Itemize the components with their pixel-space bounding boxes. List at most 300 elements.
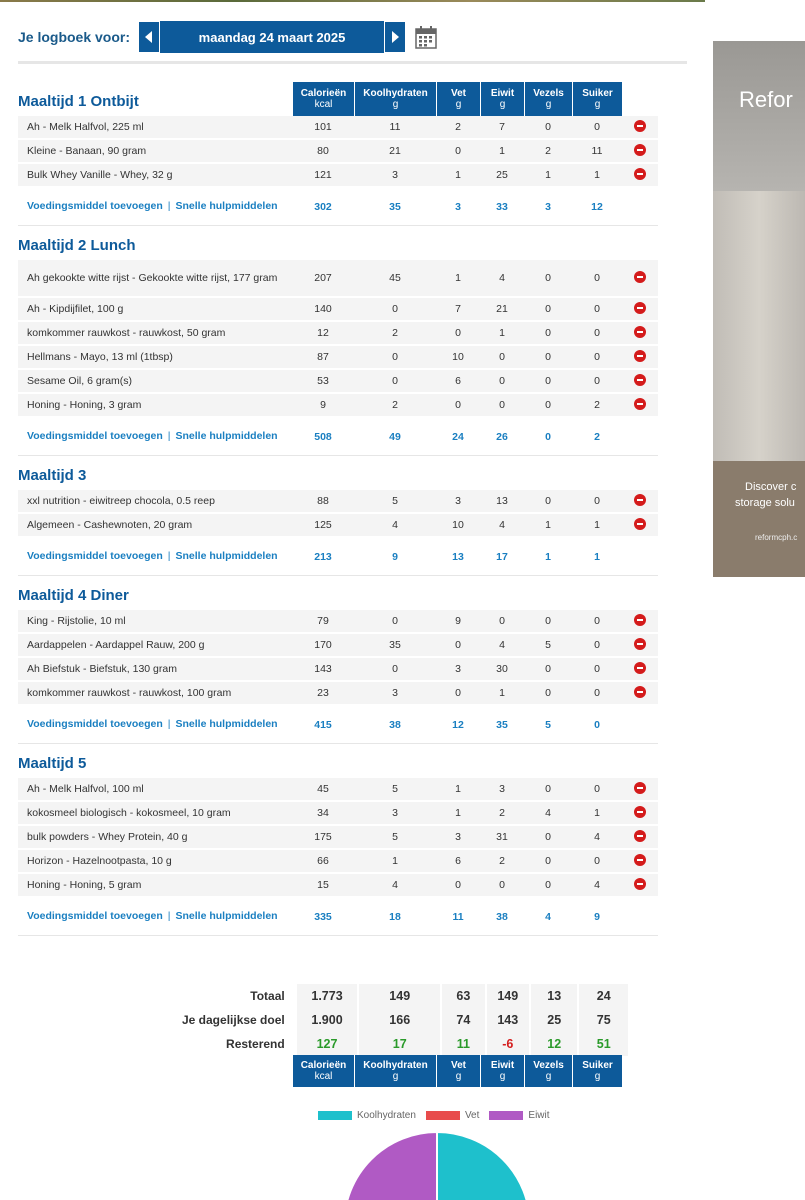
food-row[interactable] xyxy=(18,874,658,898)
food-name[interactable]: Honing - Honing, 5 gram xyxy=(18,874,292,898)
delete-icon[interactable] xyxy=(634,350,646,362)
meal-header xyxy=(18,82,658,116)
delete-icon[interactable] xyxy=(634,686,646,698)
quick-tools-link[interactable]: Snelle hulpmiddelen xyxy=(175,550,278,562)
goal-value: 143 xyxy=(485,1008,529,1032)
col-header-unit: g xyxy=(455,99,462,110)
spacer xyxy=(480,226,524,260)
add-food-link[interactable]: Voedingsmiddel toevoegen xyxy=(27,200,163,212)
food-value-fat: 3 xyxy=(436,658,480,682)
remaining-row xyxy=(18,1032,628,1056)
food-value-protein: 21 xyxy=(480,298,524,322)
food-value-fat: 10 xyxy=(436,346,480,370)
food-value-calories: 53 xyxy=(292,370,354,394)
food-value-calories: 121 xyxy=(292,164,354,188)
advertisement[interactable] xyxy=(713,41,805,577)
calendar-icon[interactable] xyxy=(415,25,437,49)
food-name[interactable]: komkommer rauwkost - rauwkost, 50 gram xyxy=(18,322,292,346)
delete-cell xyxy=(622,164,658,188)
delete-cell xyxy=(622,658,658,682)
spacer xyxy=(480,576,524,610)
meal-totals-row xyxy=(18,188,658,226)
spacer xyxy=(436,576,480,610)
meal-totals-row xyxy=(18,706,658,744)
remaining-value: 51 xyxy=(577,1032,628,1056)
food-value-calories: 15 xyxy=(292,874,354,898)
food-value-fat: 1 xyxy=(436,802,480,826)
food-value-fat: 10 xyxy=(436,514,480,538)
meal-actions xyxy=(18,898,292,936)
meal-total-fat: 12 xyxy=(436,706,480,744)
food-value-fat: 1 xyxy=(436,260,480,298)
delete-cell xyxy=(622,802,658,826)
spacer xyxy=(436,744,480,778)
food-value-sugar: 0 xyxy=(572,346,622,370)
food-name[interactable]: kokosmeel biologisch - kokosmeel, 10 gram xyxy=(18,802,292,826)
delete-cell xyxy=(622,260,658,298)
meal-total-fat: 11 xyxy=(436,898,480,936)
spacer xyxy=(292,456,354,490)
prev-day-button[interactable] xyxy=(138,21,160,53)
meal-total-fiber: 5 xyxy=(524,706,572,744)
meal-total-fiber: 1 xyxy=(524,538,572,576)
col-header-protein xyxy=(480,82,524,116)
food-value-carbs: 3 xyxy=(354,682,436,706)
meal-total-carbs: 18 xyxy=(354,898,436,936)
food-name[interactable]: Ah Biefstuk - Biefstuk, 130 gram xyxy=(18,658,292,682)
food-value-sugar: 1 xyxy=(572,802,622,826)
spacer xyxy=(524,456,572,490)
total-value: 149 xyxy=(357,984,440,1008)
food-value-calories: 9 xyxy=(292,394,354,418)
delete-cell xyxy=(622,682,658,706)
col-header-fiber: Vezels g xyxy=(524,1055,572,1087)
food-value-fat: 0 xyxy=(436,682,480,706)
food-value-fat: 6 xyxy=(436,850,480,874)
protein-swatch xyxy=(489,1111,523,1120)
food-name[interactable]: King - Rijstolie, 10 ml xyxy=(18,610,292,634)
food-value-protein: 1 xyxy=(480,140,524,164)
spacer xyxy=(622,576,658,610)
meal-totals-row xyxy=(18,418,658,456)
quick-tools-link[interactable]: Snelle hulpmiddelen xyxy=(175,200,278,212)
food-name[interactable]: Ah - Melk Halfvol, 100 ml xyxy=(18,778,292,802)
meal-total-carbs: 35 xyxy=(354,188,436,226)
food-name[interactable]: Algemeen - Cashewnoten, 20 gram xyxy=(18,514,292,538)
separator: | xyxy=(167,910,171,922)
delete-icon[interactable] xyxy=(634,302,646,314)
food-row[interactable] xyxy=(18,164,658,188)
food-value-sugar: 4 xyxy=(572,826,622,850)
delete-icon[interactable] xyxy=(634,326,646,338)
food-row[interactable] xyxy=(18,826,658,850)
meal-title: Maaltijd 1 Ontbijt xyxy=(18,93,139,110)
food-row[interactable] xyxy=(18,322,658,346)
food-value-sugar: 0 xyxy=(572,658,622,682)
delete-icon[interactable] xyxy=(634,854,646,866)
carbs-swatch xyxy=(318,1111,352,1120)
spacer xyxy=(622,418,658,456)
spacer xyxy=(572,576,622,610)
quick-tools-link[interactable]: Snelle hulpmiddelen xyxy=(175,910,278,922)
food-value-fiber: 0 xyxy=(524,346,572,370)
food-value-fiber: 0 xyxy=(524,116,572,140)
meal-total-sugar: 9 xyxy=(572,898,622,936)
food-value-carbs: 21 xyxy=(354,140,436,164)
col-header-name: Calorieën xyxy=(300,88,347,99)
food-row[interactable] xyxy=(18,490,658,514)
log-label: Je logboek voor: xyxy=(18,29,131,45)
food-log-table xyxy=(18,82,658,936)
meal-header xyxy=(18,226,658,260)
spacer xyxy=(572,456,622,490)
spacer xyxy=(292,576,354,610)
spacer xyxy=(622,188,658,226)
divider xyxy=(18,61,687,64)
meal-total-sugar: 2 xyxy=(572,418,622,456)
food-value-carbs: 35 xyxy=(354,634,436,658)
quick-tools-link[interactable]: Snelle hulpmiddelen xyxy=(175,718,278,730)
food-row[interactable] xyxy=(18,298,658,322)
food-value-sugar: 0 xyxy=(572,490,622,514)
meal-total-fiber: 4 xyxy=(524,898,572,936)
food-value-carbs: 0 xyxy=(354,658,436,682)
spacer xyxy=(622,898,658,936)
meal-total-sugar: 0 xyxy=(572,706,622,744)
ad-image-wall xyxy=(713,191,805,461)
col-header-name: Koolhydraten xyxy=(363,88,428,99)
spacer xyxy=(622,82,658,116)
spacer xyxy=(622,226,658,260)
food-row[interactable] xyxy=(18,140,658,164)
food-value-fiber: 0 xyxy=(524,298,572,322)
food-row[interactable] xyxy=(18,116,658,140)
meal-total-carbs: 49 xyxy=(354,418,436,456)
food-value-fiber: 5 xyxy=(524,634,572,658)
remaining-value: 17 xyxy=(357,1032,440,1056)
food-value-calories: 79 xyxy=(292,610,354,634)
meal-total-calories: 415 xyxy=(292,706,354,744)
spacer xyxy=(524,576,572,610)
food-name[interactable]: Bulk Whey Vanille - Whey, 32 g xyxy=(18,164,292,188)
food-value-fiber: 4 xyxy=(524,802,572,826)
delete-icon[interactable] xyxy=(634,806,646,818)
food-value-protein: 31 xyxy=(480,826,524,850)
date-bar xyxy=(138,21,406,53)
meal-header xyxy=(18,744,658,778)
meal-totals-row xyxy=(18,898,658,936)
delete-icon[interactable] xyxy=(634,271,646,283)
separator: | xyxy=(167,718,171,730)
food-row[interactable] xyxy=(18,346,658,370)
food-value-calories: 143 xyxy=(292,658,354,682)
food-name[interactable]: Sesame Oil, 6 gram(s) xyxy=(18,370,292,394)
food-value-sugar: 0 xyxy=(572,298,622,322)
meal-total-protein: 17 xyxy=(480,538,524,576)
food-value-calories: 140 xyxy=(292,298,354,322)
food-value-protein: 25 xyxy=(480,164,524,188)
food-value-calories: 170 xyxy=(292,634,354,658)
spacer xyxy=(572,744,622,778)
food-value-fat: 1 xyxy=(436,778,480,802)
meal-total-protein: 38 xyxy=(480,898,524,936)
delete-icon[interactable] xyxy=(634,662,646,674)
food-value-protein: 2 xyxy=(480,802,524,826)
food-value-sugar: 0 xyxy=(572,634,622,658)
ad-text: Discover c xyxy=(745,481,797,493)
delete-cell xyxy=(622,394,658,418)
delete-icon[interactable] xyxy=(634,614,646,626)
meal-total-protein: 26 xyxy=(480,418,524,456)
delete-cell xyxy=(622,610,658,634)
spacer xyxy=(572,226,622,260)
col-header-fat: Vet g xyxy=(436,1055,480,1087)
meal-total-fat: 24 xyxy=(436,418,480,456)
total-value: 24 xyxy=(577,984,628,1008)
spacer xyxy=(622,456,658,490)
meal-title: Maaltijd 4 Diner xyxy=(18,587,129,604)
food-value-carbs: 11 xyxy=(354,116,436,140)
col-header-name: Eiwit xyxy=(490,88,515,99)
delete-cell xyxy=(622,634,658,658)
food-value-carbs: 45 xyxy=(354,260,436,298)
delete-icon[interactable] xyxy=(634,374,646,386)
meal-total-carbs: 38 xyxy=(354,706,436,744)
remaining-value: 11 xyxy=(440,1032,484,1056)
goal-value: 1.900 xyxy=(295,1008,358,1032)
food-value-calories: 23 xyxy=(292,682,354,706)
delete-cell xyxy=(622,116,658,140)
food-value-fiber: 0 xyxy=(524,322,572,346)
food-value-carbs: 2 xyxy=(354,322,436,346)
food-value-calories: 125 xyxy=(292,514,354,538)
delete-icon[interactable] xyxy=(634,168,646,180)
meal-total-fiber: 3 xyxy=(524,188,572,226)
food-value-calories: 12 xyxy=(292,322,354,346)
meal-total-fat: 3 xyxy=(436,188,480,226)
food-row[interactable] xyxy=(18,260,658,298)
legend-item[interactable]: Eiwit xyxy=(489,1110,549,1121)
food-value-carbs: 0 xyxy=(354,346,436,370)
col-header-unit: g xyxy=(499,99,506,110)
food-value-fiber: 0 xyxy=(524,826,572,850)
food-value-protein: 2 xyxy=(480,850,524,874)
col-header-unit: g xyxy=(594,99,601,110)
food-value-sugar: 1 xyxy=(572,514,622,538)
food-row[interactable] xyxy=(18,394,658,418)
food-name[interactable]: Kleine - Banaan, 90 gram xyxy=(18,140,292,164)
food-value-carbs: 5 xyxy=(354,490,436,514)
food-value-fiber: 0 xyxy=(524,610,572,634)
food-value-fat: 1 xyxy=(436,164,480,188)
goal-label: Je dagelijkse doel xyxy=(182,1013,285,1027)
food-value-fiber: 0 xyxy=(524,370,572,394)
spacer xyxy=(622,744,658,778)
food-name[interactable]: Hellmans - Mayo, 13 ml (1tbsp) xyxy=(18,346,292,370)
food-value-protein: 13 xyxy=(480,490,524,514)
food-name[interactable]: komkommer rauwkost - rauwkost, 100 gram xyxy=(18,682,292,706)
total-label: Totaal xyxy=(250,989,285,1003)
food-value-sugar: 4 xyxy=(572,874,622,898)
food-value-sugar: 11 xyxy=(572,140,622,164)
food-value-protein: 4 xyxy=(480,634,524,658)
goal-value: 25 xyxy=(529,1008,577,1032)
spacer xyxy=(292,744,354,778)
food-value-sugar: 2 xyxy=(572,394,622,418)
food-value-fat: 2 xyxy=(436,116,480,140)
delete-cell xyxy=(622,514,658,538)
pie-slice-carbs xyxy=(437,1132,530,1200)
food-name[interactable]: Ah - Kipdijfilet, 100 g xyxy=(18,298,292,322)
food-value-protein: 0 xyxy=(480,394,524,418)
food-value-fiber: 0 xyxy=(524,394,572,418)
delete-icon[interactable] xyxy=(634,120,646,132)
chevron-left-icon xyxy=(145,31,153,43)
delete-icon[interactable] xyxy=(634,878,646,890)
spacer xyxy=(524,744,572,778)
food-name[interactable]: Ah - Melk Halfvol, 225 ml xyxy=(18,116,292,140)
spacer xyxy=(292,226,354,260)
fat-swatch xyxy=(426,1111,460,1120)
meal-actions xyxy=(18,538,292,576)
col-header-name: Vezels xyxy=(533,88,564,99)
add-food-link[interactable]: Voedingsmiddel toevoegen xyxy=(27,550,163,562)
food-name[interactable]: xxl nutrition - eiwitreep chocola, 0.5 reep xyxy=(18,490,292,514)
quick-tools-link[interactable]: Snelle hulpmiddelen xyxy=(175,430,278,442)
log-header xyxy=(18,21,437,53)
spacer xyxy=(436,456,480,490)
col-header-calories xyxy=(292,82,354,116)
delete-cell xyxy=(622,140,658,164)
meal-title: Maaltijd 2 Lunch xyxy=(18,237,136,254)
meal-total-calories: 213 xyxy=(292,538,354,576)
spacer xyxy=(354,226,436,260)
add-food-link[interactable]: Voedingsmiddel toevoegen xyxy=(27,718,163,730)
food-value-carbs: 1 xyxy=(354,850,436,874)
food-value-sugar: 0 xyxy=(572,610,622,634)
food-value-fat: 9 xyxy=(436,610,480,634)
food-value-protein: 0 xyxy=(480,370,524,394)
food-name[interactable]: Ah gekookte witte rijst - Gekookte witte rijst, 177 gram xyxy=(18,260,292,298)
total-value: 149 xyxy=(485,984,529,1008)
food-name[interactable]: bulk powders - Whey Protein, 40 g xyxy=(18,826,292,850)
delete-icon[interactable] xyxy=(634,494,646,506)
food-value-sugar: 0 xyxy=(572,682,622,706)
pie-slice-protein xyxy=(344,1132,437,1200)
spacer xyxy=(622,706,658,744)
food-row[interactable] xyxy=(18,682,658,706)
food-value-sugar: 0 xyxy=(572,116,622,140)
chevron-right-icon xyxy=(391,31,399,43)
meal-total-sugar: 1 xyxy=(572,538,622,576)
food-row[interactable] xyxy=(18,514,658,538)
food-name[interactable]: Horizon - Hazelnootpasta, 10 g xyxy=(18,850,292,874)
meal-total-protein: 33 xyxy=(480,188,524,226)
food-value-protein: 4 xyxy=(480,260,524,298)
food-row[interactable] xyxy=(18,634,658,658)
food-value-fat: 0 xyxy=(436,634,480,658)
food-row[interactable] xyxy=(18,370,658,394)
food-value-fiber: 0 xyxy=(524,874,572,898)
food-row[interactable] xyxy=(18,850,658,874)
food-value-protein: 1 xyxy=(480,682,524,706)
col-header-name: Suiker xyxy=(582,88,613,99)
legend-item[interactable]: Vet xyxy=(426,1110,479,1121)
food-value-calories: 80 xyxy=(292,140,354,164)
goal-row xyxy=(18,1008,628,1032)
food-value-fat: 0 xyxy=(436,322,480,346)
food-value-calories: 88 xyxy=(292,490,354,514)
col-header-unit: g xyxy=(392,99,399,110)
food-name[interactable]: Aardappelen - Aardappel Rauw, 200 g xyxy=(18,634,292,658)
food-row[interactable] xyxy=(18,778,658,802)
ad-text: storage solu xyxy=(735,497,795,509)
col-header-protein: Eiwit g xyxy=(480,1055,524,1087)
food-value-fat: 0 xyxy=(436,874,480,898)
meal-total-fat: 13 xyxy=(436,538,480,576)
next-day-button[interactable] xyxy=(384,21,406,53)
remaining-label: Resterend xyxy=(226,1037,285,1051)
spacer xyxy=(622,538,658,576)
delete-cell xyxy=(622,874,658,898)
food-value-carbs: 0 xyxy=(354,298,436,322)
col-header-fat xyxy=(436,82,480,116)
meal-totals-row xyxy=(18,538,658,576)
col-header-carbs xyxy=(354,82,436,116)
food-value-sugar: 0 xyxy=(572,322,622,346)
food-value-sugar: 0 xyxy=(572,260,622,298)
delete-icon[interactable] xyxy=(634,638,646,650)
food-row[interactable] xyxy=(18,802,658,826)
add-food-link[interactable]: Voedingsmiddel toevoegen xyxy=(27,910,163,922)
spacer xyxy=(524,226,572,260)
goal-value: 75 xyxy=(577,1008,628,1032)
food-value-carbs: 3 xyxy=(354,802,436,826)
total-value: 63 xyxy=(440,984,484,1008)
delete-cell xyxy=(622,346,658,370)
separator: | xyxy=(167,430,171,442)
food-name[interactable]: Honing - Honing, 3 gram xyxy=(18,394,292,418)
food-value-sugar: 0 xyxy=(572,370,622,394)
col-header-carbs: Koolhydraten g xyxy=(354,1055,436,1087)
food-row[interactable] xyxy=(18,610,658,634)
ad-image-floor xyxy=(713,461,805,577)
food-row[interactable] xyxy=(18,658,658,682)
delete-icon[interactable] xyxy=(634,518,646,530)
food-value-sugar: 0 xyxy=(572,850,622,874)
spacer xyxy=(354,576,436,610)
meal-total-calories: 508 xyxy=(292,418,354,456)
ad-brand: Refor xyxy=(739,87,793,112)
col-header-unit: g xyxy=(545,99,552,110)
food-value-protein: 0 xyxy=(480,346,524,370)
food-value-fat: 3 xyxy=(436,490,480,514)
delete-icon[interactable] xyxy=(634,398,646,410)
food-value-carbs: 5 xyxy=(354,826,436,850)
meal-actions xyxy=(18,706,292,744)
food-value-fat: 0 xyxy=(436,394,480,418)
delete-icon[interactable] xyxy=(634,782,646,794)
spacer xyxy=(480,744,524,778)
separator: | xyxy=(167,550,171,562)
delete-icon[interactable] xyxy=(634,830,646,842)
total-row xyxy=(18,984,628,1008)
legend-item[interactable]: Koolhydraten xyxy=(318,1110,416,1121)
current-date: maandag 24 maart 2025 xyxy=(198,29,346,45)
add-food-link[interactable]: Voedingsmiddel toevoegen xyxy=(27,430,163,442)
food-value-fat: 7 xyxy=(436,298,480,322)
delete-icon[interactable] xyxy=(634,144,646,156)
